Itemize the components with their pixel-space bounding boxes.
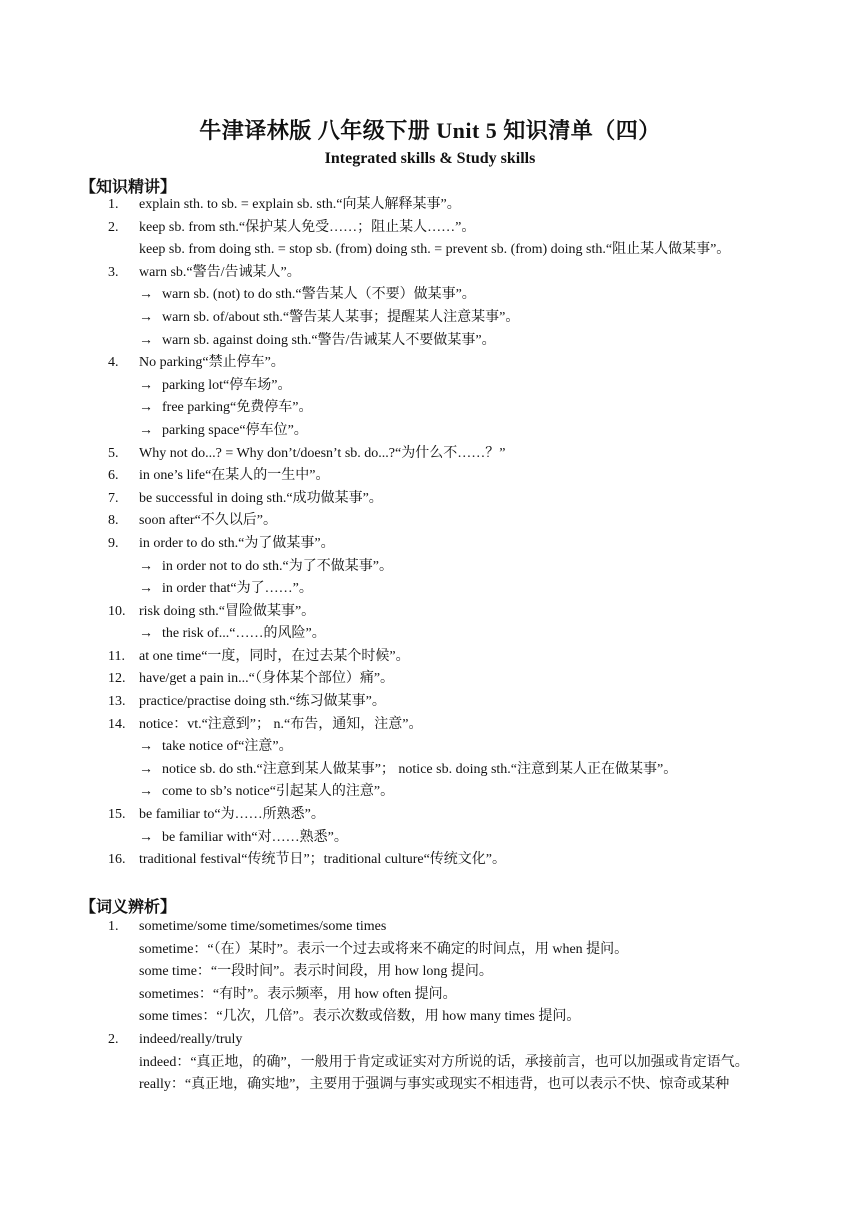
- item-text: risk doing sth.“冒险做某事”。: [139, 603, 316, 619]
- item-text: have/get a pain in...“（身体某个部位）痛”。: [139, 671, 395, 687]
- section-heading-knowledge: 【知识精讲】: [80, 179, 177, 196]
- list-item: [0, 1006, 860, 1029]
- item-text: parking space“停车位”。: [162, 422, 308, 438]
- list-item: [0, 849, 860, 872]
- list-item: [0, 284, 860, 307]
- list-item: [0, 375, 860, 398]
- list-item: [0, 1074, 860, 1097]
- list-item: [0, 827, 860, 850]
- arrow-icon: →: [139, 287, 153, 303]
- list-item: [0, 420, 860, 443]
- list-item: [0, 646, 860, 669]
- item-text: be familiar with“对……熟悉”。: [162, 829, 348, 845]
- list-item: [0, 330, 860, 353]
- item-number: 13.: [108, 694, 126, 710]
- list-item: [0, 465, 860, 488]
- arrow-icon: →: [139, 558, 153, 574]
- item-text: in order that“为了……”。: [162, 581, 313, 597]
- item-text: sometimes：“有时”。表示频率，用 how often 提问。: [139, 986, 457, 1002]
- arrow-icon: →: [139, 400, 153, 416]
- arrow-icon: →: [139, 739, 153, 755]
- arrow-icon: →: [139, 626, 153, 642]
- item-text: some times：“几次，几倍”。表示次数或倍数，用 how many times 提问。: [139, 1009, 581, 1025]
- arrow-icon: →: [139, 332, 153, 348]
- item-number: 1.: [108, 919, 119, 934]
- list-item: [0, 691, 860, 714]
- list-item: [0, 217, 860, 240]
- arrow-icon: →: [139, 829, 153, 845]
- item-text: in one’s life“在某人的一生中”。: [139, 468, 330, 484]
- item-text: in order not to do sth.“为了不做某事”。: [162, 558, 393, 574]
- item-number: 16.: [108, 852, 126, 868]
- discrimination-list: [0, 916, 860, 1097]
- item-number: 15.: [108, 807, 126, 823]
- item-text: be familiar to“为……所熟悉”。: [139, 807, 325, 823]
- list-item: [0, 984, 860, 1007]
- item-text: come to sb’s notice“引起某人的注意”。: [162, 784, 395, 800]
- item-text: take notice of“注意”。: [162, 739, 293, 755]
- list-item: [0, 239, 860, 262]
- item-text: keep sb. from sth.“保护某人免受……；阻止某人……”。: [139, 219, 476, 235]
- item-number: 10.: [108, 603, 126, 619]
- item-number: 7.: [108, 490, 119, 506]
- item-text: explain sth. to sb. = explain sb. sth.“向某人解释某事”。: [139, 197, 461, 212]
- item-number: 3.: [108, 264, 119, 280]
- item-number: 14.: [108, 716, 126, 732]
- arrow-icon: →: [139, 422, 153, 438]
- item-number: 6.: [108, 468, 119, 484]
- item-text: Why not do...? = Why don’t/doesn’t sb. do...?“为什么不……？”: [139, 445, 506, 461]
- item-text: in order to do sth.“为了做某事”。: [139, 535, 335, 551]
- list-item: [0, 939, 860, 962]
- list-item: [0, 1052, 860, 1075]
- item-text: warn sb.“警告/告诫某人”。: [139, 264, 301, 280]
- item-text: be successful in doing sth.“成功做某事”。: [139, 490, 383, 506]
- knowledge-list: [0, 194, 860, 872]
- list-item: [0, 916, 860, 939]
- list-item: [0, 781, 860, 804]
- item-text: notice：vt.“注意到”； n.“布告，通知，注意”。: [139, 716, 423, 732]
- item-text: at one time“一度，同时，在过去某个时候”。: [139, 648, 410, 664]
- item-text: free parking“免费停车”。: [162, 400, 313, 416]
- item-text: notice sb. do sth.“注意到某人做某事”； notice sb. doing sth.“注意到某人正在做某事”。: [162, 761, 678, 777]
- item-text: practice/practise doing sth.“练习做某事”。: [139, 694, 386, 710]
- item-text: parking lot“停车场”。: [162, 377, 292, 393]
- list-item: [0, 1029, 860, 1052]
- list-item: [0, 533, 860, 556]
- arrow-icon: →: [139, 309, 153, 325]
- item-text: traditional festival“传统节日”；traditional culture“传统文化”。: [139, 852, 507, 868]
- page-subtitle: Integrated skills & Study skills: [324, 150, 536, 167]
- list-item: [0, 961, 860, 984]
- item-text: indeed/really/truly: [139, 1031, 243, 1047]
- list-item: [0, 556, 860, 579]
- list-item: [0, 488, 860, 511]
- item-number: 2.: [108, 1031, 119, 1047]
- list-item: [0, 443, 860, 466]
- list-item: [0, 714, 860, 737]
- item-number: 1.: [108, 197, 119, 212]
- item-number: 8.: [108, 513, 119, 529]
- item-text: keep sb. from doing sth. = stop sb. (from) doing sth. = prevent sb. (from) doing sth.“阻止某人做某事”。: [139, 242, 731, 258]
- page-title: 牛津译林版 八年级下册 Unit 5 知识清单（四）: [199, 118, 661, 143]
- arrow-icon: →: [139, 761, 153, 777]
- list-item: [0, 601, 860, 624]
- list-item: [0, 759, 860, 782]
- item-text: warn sb. of/about sth.“警告某人某事；提醒某人注意某事”。: [162, 309, 520, 325]
- section-heading-discrimination: 【词义辨析】: [80, 899, 177, 916]
- item-number: 5.: [108, 445, 119, 461]
- item-text: the risk of...“……的风险”。: [162, 626, 326, 642]
- item-text: indeed：“真正地，的确”，一般用于肯定或证实对方所说的话，承接前言，也可以加强或肯定语气。: [139, 1054, 749, 1070]
- list-item: [0, 352, 860, 375]
- item-number: 4.: [108, 355, 119, 371]
- list-item: [0, 194, 860, 217]
- item-number: 12.: [108, 671, 126, 687]
- list-item: [0, 736, 860, 759]
- list-item: [0, 307, 860, 330]
- list-item: [0, 578, 860, 601]
- list-item: [0, 804, 860, 827]
- list-item: [0, 623, 860, 646]
- arrow-icon: →: [139, 581, 153, 597]
- item-text: No parking“禁止停车”。: [139, 355, 285, 371]
- item-text: sometime：“（在）某时”。表示一个过去或将来不确定的时间点，用 when 提问。: [139, 941, 629, 957]
- arrow-icon: →: [139, 784, 153, 800]
- item-number: 11.: [108, 648, 125, 664]
- item-text: sometime/some time/sometimes/some times: [139, 919, 387, 934]
- list-item: [0, 397, 860, 420]
- item-text: soon after“不久以后”。: [139, 513, 278, 529]
- item-number: 2.: [108, 219, 119, 235]
- item-text: some time：“一段时间”。表示时间段，用 how long 提问。: [139, 964, 493, 980]
- arrow-icon: →: [139, 377, 153, 393]
- item-text: warn sb. (not) to do sth.“警告某人（不要）做某事”。: [162, 287, 476, 303]
- item-text: really：“真正地，确实地”，主要用于强调与事实或现实不相违背，也可以表示不快、惊奇或某种: [139, 1077, 730, 1093]
- list-item: [0, 262, 860, 285]
- item-text: warn sb. against doing sth.“警告/告诫某人不要做某事”。: [162, 332, 496, 348]
- list-item: [0, 510, 860, 533]
- item-number: 9.: [108, 535, 119, 551]
- list-item: [0, 668, 860, 691]
